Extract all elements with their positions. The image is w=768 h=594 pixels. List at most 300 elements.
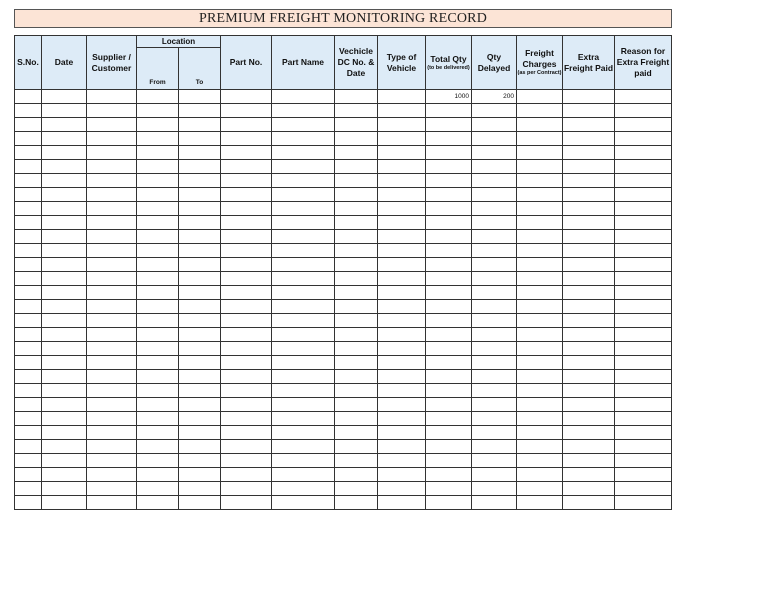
cell-vehicle-dc[interactable] — [335, 356, 378, 370]
cell-part-name[interactable] — [272, 132, 335, 146]
cell-to[interactable] — [179, 398, 221, 412]
cell-total-qty[interactable] — [426, 188, 472, 202]
cell-from[interactable] — [137, 412, 179, 426]
cell-part-no[interactable] — [221, 426, 272, 440]
cell-date[interactable] — [42, 174, 87, 188]
cell-reason[interactable] — [615, 300, 672, 314]
cell-part-name[interactable] — [272, 328, 335, 342]
cell-vehicle-type[interactable] — [378, 258, 426, 272]
cell-total-qty[interactable] — [426, 426, 472, 440]
cell-vehicle-dc[interactable] — [335, 412, 378, 426]
cell-freight-charges[interactable] — [517, 272, 563, 286]
cell-sno[interactable] — [15, 370, 42, 384]
cell-sno[interactable] — [15, 202, 42, 216]
cell-vehicle-type[interactable] — [378, 118, 426, 132]
cell-supplier[interactable] — [87, 440, 137, 454]
cell-extra-freight[interactable] — [563, 230, 615, 244]
cell-date[interactable] — [42, 230, 87, 244]
cell-part-name[interactable] — [272, 482, 335, 496]
cell-part-no[interactable] — [221, 132, 272, 146]
cell-part-no[interactable] — [221, 370, 272, 384]
cell-sno[interactable] — [15, 160, 42, 174]
cell-supplier[interactable] — [87, 216, 137, 230]
cell-to[interactable] — [179, 174, 221, 188]
cell-date[interactable] — [42, 216, 87, 230]
cell-part-name[interactable] — [272, 314, 335, 328]
cell-qty-delayed[interactable] — [472, 342, 517, 356]
cell-total-qty[interactable] — [426, 342, 472, 356]
cell-vehicle-dc[interactable] — [335, 398, 378, 412]
cell-qty-delayed[interactable] — [472, 496, 517, 510]
cell-qty-delayed[interactable] — [472, 230, 517, 244]
cell-qty-delayed[interactable] — [472, 440, 517, 454]
cell-qty-delayed[interactable] — [472, 216, 517, 230]
cell-supplier[interactable] — [87, 300, 137, 314]
cell-supplier[interactable] — [87, 454, 137, 468]
cell-extra-freight[interactable] — [563, 496, 615, 510]
cell-total-qty[interactable] — [426, 160, 472, 174]
cell-vehicle-dc[interactable] — [335, 90, 378, 104]
cell-qty-delayed[interactable] — [472, 384, 517, 398]
cell-vehicle-dc[interactable] — [335, 202, 378, 216]
cell-sno[interactable] — [15, 328, 42, 342]
cell-from[interactable] — [137, 188, 179, 202]
cell-freight-charges[interactable] — [517, 482, 563, 496]
cell-from[interactable] — [137, 160, 179, 174]
cell-part-no[interactable] — [221, 216, 272, 230]
cell-freight-charges[interactable] — [517, 146, 563, 160]
cell-date[interactable] — [42, 496, 87, 510]
cell-sno[interactable] — [15, 90, 42, 104]
cell-date[interactable] — [42, 440, 87, 454]
cell-vehicle-type[interactable] — [378, 132, 426, 146]
cell-date[interactable] — [42, 104, 87, 118]
cell-to[interactable] — [179, 132, 221, 146]
cell-to[interactable] — [179, 160, 221, 174]
cell-vehicle-dc[interactable] — [335, 230, 378, 244]
cell-freight-charges[interactable] — [517, 132, 563, 146]
cell-reason[interactable] — [615, 272, 672, 286]
cell-qty-delayed[interactable] — [472, 468, 517, 482]
cell-extra-freight[interactable] — [563, 216, 615, 230]
cell-extra-freight[interactable] — [563, 258, 615, 272]
cell-part-name[interactable] — [272, 454, 335, 468]
cell-vehicle-dc[interactable] — [335, 454, 378, 468]
cell-date[interactable] — [42, 370, 87, 384]
cell-total-qty[interactable] — [426, 300, 472, 314]
cell-vehicle-type[interactable] — [378, 370, 426, 384]
cell-total-qty[interactable] — [426, 230, 472, 244]
cell-part-no[interactable] — [221, 258, 272, 272]
cell-extra-freight[interactable] — [563, 454, 615, 468]
cell-sno[interactable] — [15, 342, 42, 356]
cell-reason[interactable] — [615, 426, 672, 440]
cell-qty-delayed[interactable] — [472, 482, 517, 496]
cell-sno[interactable] — [15, 384, 42, 398]
cell-sno[interactable] — [15, 188, 42, 202]
cell-part-name[interactable] — [272, 398, 335, 412]
cell-extra-freight[interactable] — [563, 118, 615, 132]
cell-from[interactable] — [137, 244, 179, 258]
cell-part-name[interactable] — [272, 188, 335, 202]
cell-to[interactable] — [179, 300, 221, 314]
cell-qty-delayed[interactable] — [472, 146, 517, 160]
cell-reason[interactable] — [615, 160, 672, 174]
cell-reason[interactable] — [615, 370, 672, 384]
cell-vehicle-dc[interactable] — [335, 174, 378, 188]
cell-reason[interactable] — [615, 258, 672, 272]
cell-to[interactable] — [179, 188, 221, 202]
cell-sno[interactable] — [15, 286, 42, 300]
cell-date[interactable] — [42, 426, 87, 440]
cell-part-no[interactable] — [221, 174, 272, 188]
cell-sno[interactable] — [15, 244, 42, 258]
cell-vehicle-dc[interactable] — [335, 286, 378, 300]
cell-supplier[interactable] — [87, 202, 137, 216]
cell-from[interactable] — [137, 370, 179, 384]
cell-supplier[interactable] — [87, 146, 137, 160]
cell-from[interactable] — [137, 482, 179, 496]
cell-sno[interactable] — [15, 174, 42, 188]
cell-vehicle-dc[interactable] — [335, 146, 378, 160]
cell-vehicle-type[interactable] — [378, 230, 426, 244]
cell-qty-delayed[interactable] — [472, 132, 517, 146]
cell-freight-charges[interactable] — [517, 90, 563, 104]
cell-reason[interactable] — [615, 412, 672, 426]
cell-date[interactable] — [42, 468, 87, 482]
cell-total-qty[interactable] — [426, 272, 472, 286]
cell-reason[interactable] — [615, 118, 672, 132]
cell-qty-delayed[interactable] — [472, 328, 517, 342]
cell-part-no[interactable] — [221, 118, 272, 132]
cell-freight-charges[interactable] — [517, 384, 563, 398]
cell-qty-delayed[interactable] — [472, 370, 517, 384]
cell-supplier[interactable] — [87, 258, 137, 272]
cell-from[interactable] — [137, 202, 179, 216]
cell-to[interactable] — [179, 468, 221, 482]
cell-part-no[interactable] — [221, 286, 272, 300]
cell-to[interactable] — [179, 104, 221, 118]
cell-vehicle-type[interactable] — [378, 356, 426, 370]
cell-to[interactable] — [179, 328, 221, 342]
cell-extra-freight[interactable] — [563, 202, 615, 216]
cell-part-no[interactable] — [221, 300, 272, 314]
cell-extra-freight[interactable] — [563, 104, 615, 118]
cell-from[interactable] — [137, 454, 179, 468]
cell-vehicle-type[interactable] — [378, 90, 426, 104]
cell-total-qty[interactable] — [426, 244, 472, 258]
cell-part-name[interactable] — [272, 202, 335, 216]
cell-qty-delayed[interactable] — [472, 104, 517, 118]
cell-reason[interactable] — [615, 440, 672, 454]
cell-part-name[interactable] — [272, 90, 335, 104]
cell-to[interactable] — [179, 216, 221, 230]
cell-vehicle-type[interactable] — [378, 160, 426, 174]
cell-to[interactable] — [179, 244, 221, 258]
cell-total-qty[interactable] — [426, 496, 472, 510]
cell-sno[interactable] — [15, 132, 42, 146]
cell-vehicle-type[interactable] — [378, 202, 426, 216]
cell-part-name[interactable] — [272, 412, 335, 426]
cell-vehicle-type[interactable] — [378, 328, 426, 342]
cell-total-qty[interactable] — [426, 146, 472, 160]
cell-vehicle-dc[interactable] — [335, 468, 378, 482]
cell-part-no[interactable] — [221, 244, 272, 258]
cell-total-qty[interactable] — [426, 258, 472, 272]
cell-total-qty[interactable] — [426, 216, 472, 230]
cell-total-qty[interactable] — [426, 202, 472, 216]
cell-extra-freight[interactable] — [563, 174, 615, 188]
cell-part-name[interactable] — [272, 496, 335, 510]
cell-total-qty[interactable] — [426, 286, 472, 300]
cell-vehicle-type[interactable] — [378, 104, 426, 118]
cell-reason[interactable] — [615, 216, 672, 230]
cell-part-name[interactable] — [272, 118, 335, 132]
cell-supplier[interactable] — [87, 272, 137, 286]
cell-reason[interactable] — [615, 314, 672, 328]
cell-part-name[interactable] — [272, 370, 335, 384]
cell-sno[interactable] — [15, 118, 42, 132]
cell-sno[interactable] — [15, 272, 42, 286]
cell-vehicle-dc[interactable] — [335, 160, 378, 174]
cell-part-no[interactable] — [221, 160, 272, 174]
cell-from[interactable] — [137, 426, 179, 440]
cell-sno[interactable] — [15, 426, 42, 440]
cell-reason[interactable] — [615, 384, 672, 398]
cell-reason[interactable] — [615, 482, 672, 496]
cell-supplier[interactable] — [87, 356, 137, 370]
cell-sno[interactable] — [15, 300, 42, 314]
cell-supplier[interactable] — [87, 398, 137, 412]
cell-reason[interactable] — [615, 132, 672, 146]
cell-freight-charges[interactable] — [517, 426, 563, 440]
cell-vehicle-dc[interactable] — [335, 132, 378, 146]
cell-part-name[interactable] — [272, 286, 335, 300]
cell-to[interactable] — [179, 146, 221, 160]
cell-date[interactable] — [42, 384, 87, 398]
cell-reason[interactable] — [615, 454, 672, 468]
cell-total-qty[interactable] — [426, 482, 472, 496]
cell-from[interactable] — [137, 440, 179, 454]
cell-vehicle-dc[interactable] — [335, 188, 378, 202]
cell-vehicle-dc[interactable] — [335, 258, 378, 272]
cell-from[interactable] — [137, 104, 179, 118]
cell-date[interactable] — [42, 146, 87, 160]
cell-freight-charges[interactable] — [517, 496, 563, 510]
cell-from[interactable] — [137, 272, 179, 286]
cell-freight-charges[interactable] — [517, 202, 563, 216]
cell-vehicle-type[interactable] — [378, 454, 426, 468]
cell-supplier[interactable] — [87, 174, 137, 188]
cell-part-no[interactable] — [221, 356, 272, 370]
cell-reason[interactable] — [615, 188, 672, 202]
cell-vehicle-dc[interactable] — [335, 300, 378, 314]
cell-extra-freight[interactable] — [563, 356, 615, 370]
cell-total-qty[interactable] — [426, 118, 472, 132]
cell-freight-charges[interactable] — [517, 216, 563, 230]
cell-date[interactable] — [42, 356, 87, 370]
cell-from[interactable] — [137, 398, 179, 412]
cell-vehicle-dc[interactable] — [335, 496, 378, 510]
cell-sno[interactable] — [15, 454, 42, 468]
cell-to[interactable] — [179, 454, 221, 468]
cell-sno[interactable] — [15, 482, 42, 496]
cell-to[interactable] — [179, 118, 221, 132]
cell-supplier[interactable] — [87, 230, 137, 244]
cell-sno[interactable] — [15, 258, 42, 272]
cell-to[interactable] — [179, 356, 221, 370]
cell-part-no[interactable] — [221, 482, 272, 496]
cell-from[interactable] — [137, 216, 179, 230]
cell-extra-freight[interactable] — [563, 468, 615, 482]
cell-qty-delayed[interactable] — [472, 356, 517, 370]
cell-sno[interactable] — [15, 230, 42, 244]
cell-vehicle-type[interactable] — [378, 398, 426, 412]
cell-to[interactable] — [179, 286, 221, 300]
cell-total-qty[interactable] — [426, 412, 472, 426]
cell-to[interactable] — [179, 440, 221, 454]
cell-qty-delayed[interactable] — [472, 160, 517, 174]
cell-vehicle-dc[interactable] — [335, 272, 378, 286]
cell-to[interactable] — [179, 202, 221, 216]
cell-vehicle-dc[interactable] — [335, 440, 378, 454]
cell-from[interactable] — [137, 300, 179, 314]
cell-part-name[interactable] — [272, 356, 335, 370]
cell-part-no[interactable] — [221, 202, 272, 216]
cell-total-qty[interactable] — [426, 174, 472, 188]
cell-qty-delayed[interactable] — [472, 398, 517, 412]
cell-reason[interactable] — [615, 174, 672, 188]
cell-supplier[interactable] — [87, 160, 137, 174]
cell-part-name[interactable] — [272, 384, 335, 398]
cell-part-no[interactable] — [221, 272, 272, 286]
cell-freight-charges[interactable] — [517, 118, 563, 132]
cell-from[interactable] — [137, 132, 179, 146]
cell-part-name[interactable] — [272, 216, 335, 230]
cell-supplier[interactable] — [87, 468, 137, 482]
cell-total-qty[interactable]: 1000 — [426, 90, 472, 104]
cell-date[interactable] — [42, 272, 87, 286]
cell-total-qty[interactable] — [426, 398, 472, 412]
cell-from[interactable] — [137, 314, 179, 328]
cell-part-no[interactable] — [221, 496, 272, 510]
cell-part-name[interactable] — [272, 426, 335, 440]
cell-freight-charges[interactable] — [517, 328, 563, 342]
cell-supplier[interactable] — [87, 328, 137, 342]
cell-part-name[interactable] — [272, 244, 335, 258]
cell-date[interactable] — [42, 90, 87, 104]
cell-date[interactable] — [42, 118, 87, 132]
cell-supplier[interactable] — [87, 342, 137, 356]
cell-supplier[interactable] — [87, 104, 137, 118]
cell-freight-charges[interactable] — [517, 370, 563, 384]
cell-part-name[interactable] — [272, 300, 335, 314]
cell-to[interactable] — [179, 342, 221, 356]
cell-from[interactable] — [137, 90, 179, 104]
cell-to[interactable] — [179, 412, 221, 426]
cell-part-name[interactable] — [272, 468, 335, 482]
cell-vehicle-type[interactable] — [378, 412, 426, 426]
cell-extra-freight[interactable] — [563, 244, 615, 258]
cell-sno[interactable] — [15, 440, 42, 454]
cell-vehicle-type[interactable] — [378, 384, 426, 398]
cell-from[interactable] — [137, 118, 179, 132]
cell-reason[interactable] — [615, 468, 672, 482]
cell-part-name[interactable] — [272, 230, 335, 244]
cell-reason[interactable] — [615, 202, 672, 216]
cell-freight-charges[interactable] — [517, 104, 563, 118]
cell-total-qty[interactable] — [426, 104, 472, 118]
cell-extra-freight[interactable] — [563, 314, 615, 328]
cell-date[interactable] — [42, 398, 87, 412]
cell-qty-delayed[interactable] — [472, 412, 517, 426]
cell-reason[interactable] — [615, 356, 672, 370]
cell-qty-delayed[interactable] — [472, 272, 517, 286]
cell-part-name[interactable] — [272, 174, 335, 188]
cell-vehicle-type[interactable] — [378, 146, 426, 160]
cell-extra-freight[interactable] — [563, 342, 615, 356]
cell-supplier[interactable] — [87, 412, 137, 426]
cell-part-no[interactable] — [221, 328, 272, 342]
cell-vehicle-type[interactable] — [378, 286, 426, 300]
cell-to[interactable] — [179, 230, 221, 244]
cell-date[interactable] — [42, 188, 87, 202]
cell-total-qty[interactable] — [426, 384, 472, 398]
cell-part-no[interactable] — [221, 104, 272, 118]
cell-part-name[interactable] — [272, 272, 335, 286]
cell-total-qty[interactable] — [426, 468, 472, 482]
cell-vehicle-type[interactable] — [378, 244, 426, 258]
cell-from[interactable] — [137, 146, 179, 160]
cell-date[interactable] — [42, 258, 87, 272]
cell-total-qty[interactable] — [426, 314, 472, 328]
cell-to[interactable] — [179, 370, 221, 384]
cell-vehicle-type[interactable] — [378, 426, 426, 440]
cell-vehicle-type[interactable] — [378, 272, 426, 286]
cell-extra-freight[interactable] — [563, 482, 615, 496]
cell-sno[interactable] — [15, 356, 42, 370]
cell-total-qty[interactable] — [426, 440, 472, 454]
cell-from[interactable] — [137, 258, 179, 272]
cell-reason[interactable] — [615, 90, 672, 104]
cell-extra-freight[interactable] — [563, 440, 615, 454]
cell-qty-delayed[interactable] — [472, 202, 517, 216]
cell-extra-freight[interactable] — [563, 328, 615, 342]
cell-extra-freight[interactable] — [563, 272, 615, 286]
cell-sno[interactable] — [15, 468, 42, 482]
cell-extra-freight[interactable] — [563, 132, 615, 146]
cell-to[interactable] — [179, 482, 221, 496]
cell-extra-freight[interactable] — [563, 412, 615, 426]
cell-freight-charges[interactable] — [517, 412, 563, 426]
cell-part-name[interactable] — [272, 440, 335, 454]
cell-part-no[interactable] — [221, 146, 272, 160]
cell-reason[interactable] — [615, 328, 672, 342]
cell-vehicle-dc[interactable] — [335, 426, 378, 440]
cell-supplier[interactable] — [87, 314, 137, 328]
cell-extra-freight[interactable] — [563, 188, 615, 202]
cell-supplier[interactable] — [87, 482, 137, 496]
cell-freight-charges[interactable] — [517, 258, 563, 272]
cell-from[interactable] — [137, 468, 179, 482]
cell-reason[interactable] — [615, 146, 672, 160]
cell-sno[interactable] — [15, 104, 42, 118]
cell-qty-delayed[interactable] — [472, 286, 517, 300]
cell-supplier[interactable] — [87, 370, 137, 384]
cell-date[interactable] — [42, 328, 87, 342]
cell-freight-charges[interactable] — [517, 356, 563, 370]
cell-from[interactable] — [137, 174, 179, 188]
